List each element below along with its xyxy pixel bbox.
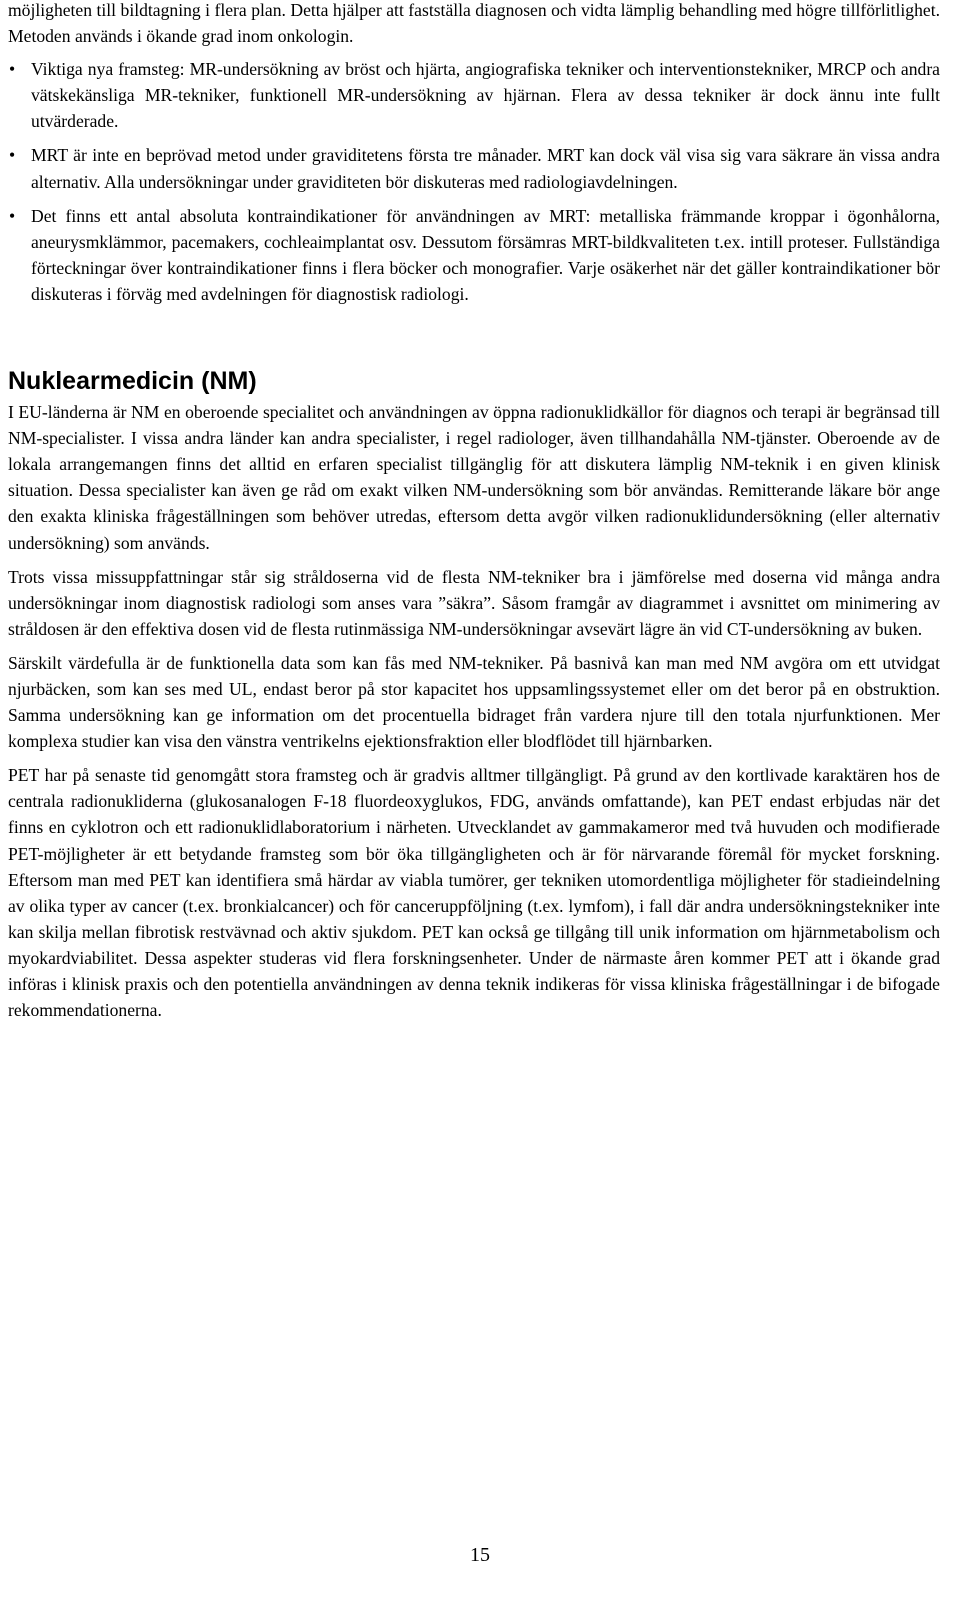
bullet-text: Viktiga nya framsteg: MR-undersökning av bröst och hjärta, angiografiska tekniker och interventionstekniker, MRCP och andra vätskekänsliga MR-tekniker, funktionell MR-undersökning av hjärnan. Flera av dessa tekniker är dock ännu inte fullt utvärderade.	[31, 59, 940, 132]
bullet-marker: •	[9, 59, 16, 80]
document-page	[8, 0, 940, 1031]
bullet-item	[8, 142, 940, 194]
section-heading: Nuklearmedicin (NM)	[8, 367, 257, 396]
page-number: 15	[470, 1544, 490, 1566]
body-paragraph: I EU-länderna är NM en oberoende specialitet och användningen av öppna radionuklidkällor för diagnos och terapi är begränsad till NM-specialister. I vissa andra länder kan andra specialister, i regel radiologer, även tillhandahålla NM-tjänster. Oberoende av de lokala arrangemangen finns det alltid en erfaren specialist tillgänglig för att diskutera lämplig NM-teknik i en given klinisk situation. Dessa specialister kan även ge råd om exakt vilken NM-undersökning som bör användas. Remitterande läkare bör ange den exakta kliniska frågeställningen som behöver utredas, eftersom detta avgör vilken radionuklidundersökning (eller alternativ undersökning) som används.	[8, 402, 940, 553]
continued-paragraph: möjligheten till bildtagning i flera plan. Detta hjälper att fastställa diagnosen och vidta lämplig behandling med högre tillförlitlighet. Metoden används i ökande grad inom onkologin.	[8, 0, 940, 47]
bullet-text: Det finns ett antal absoluta kontraindikationer för användningen av MRT: metalliska främmande kroppar i ögonhålorna, aneurysmklämmor, pacemakers, cochleaimplantat osv. Dessutom försämras MRT-bildkvaliteten t.ex. intill proteser. Fullständiga förteckningar över kontraindikationer finns i flera böcker och monografier. Varje osäkerhet när det gäller kontraindikationer bör diskuteras i förväg med avdelningen för diagnostisk radiologi.	[31, 205, 940, 304]
body-paragraph: PET har på senaste tid genomgått stora framsteg och är gradvis alltmer tillgängligt. På grund av den kortlivade karaktären hos de centrala radionukliderna (glukosanalogen F-18 fluordeoxyglukos, FDG, används omfattande), kan PET endast erbjudas när det finns en cyklotron och ett radionuklidlaboratorium i närheten. Utvecklandet av gammakameror med två huvuden och modifierade PET-möjligheter är ett betydande framsteg som bör öka tillgängligheten och är för närvarande föremål för mycket forskning. Eftersom man med PET kan identifiera små härdar av viabla tumörer, ger tekniken utomordentliga möjligheter för stadieindelning av olika typer av cancer (t.ex. bronkialcancer) och för canceruppföljning (t.ex. lymfom), i fall där andra undersökningstekniker inte kan skilja mellan fibrotisk restvävnad och aktiv sjukdom. PET kan också ge tillgång till unik information om hjärnmetabolism och myokardviabilitet. Dessa aspekter studeras vid flera forskningsenheter. Under de närmaste åren kommer PET att i ökande grad införas i klinisk praxis och den potentiella användningen av denna teknik indikeras för vissa kliniska frågeställningar i de bifogade rekommendationerna.	[8, 765, 940, 1021]
body-paragraph: Trots vissa missuppfattningar står sig stråldoserna vid de flesta NM-tekniker bra i jämförelse med doserna vid många andra undersökningar inom diagnostisk radiologi som anses vara ”säkra”. Såsom framgår av diagrammet i avsnittet om minimering av stråldosen är den effektiva dosen vid de flesta rutinmässiga NM-undersökningar avsevärt lägre än vid CT-undersökning av buken.	[8, 566, 940, 639]
body-paragraph: Särskilt värdefulla är de funktionella data som kan fås med NM-tekniker. På basnivå kan man med NM avgöra om ett utvidgat njurbäcken, som kan ses med UL, endast beror på stor kapacitet hos uppsamlingssystemet eller om det beror på en obstruktion. Samma undersökning kan ge information om det procentuella bidraget från vardera njure till den totala njurfunktionen. Mer komplexa studier kan visa den vänstra ventrikelns ejektionsfraktion eller blodflödet till hjärnbarken.	[8, 652, 940, 752]
bullet-marker: •	[9, 145, 16, 166]
bullet-item	[8, 203, 940, 307]
bullet-marker: •	[9, 205, 16, 226]
bullet-item	[8, 56, 940, 134]
bullet-list	[8, 56, 940, 307]
bullet-text: MRT är inte en beprövad metod under graviditetens första tre månader. MRT kan dock väl visa sig vara säkrare än vissa andra alternativ. Alla undersökningar under graviditeten bör diskuteras med radiologiavdelningen.	[31, 145, 940, 192]
